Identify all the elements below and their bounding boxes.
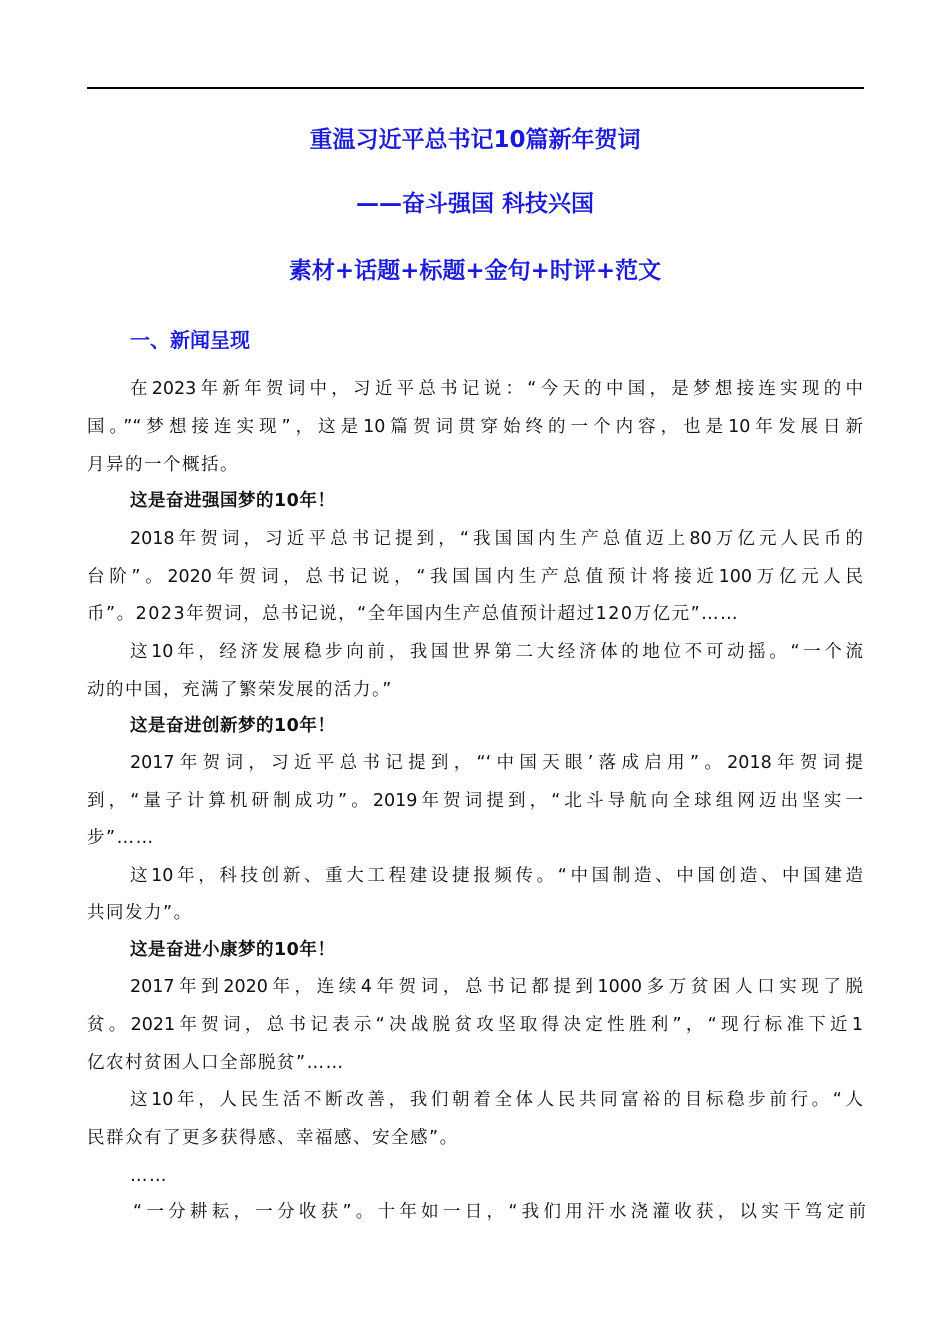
text-line: 2018年贺词，习近平总书记提到，“我国国内生产总值迈上80万亿元人民币的	[130, 529, 863, 549]
text-line: 月异的一个概括。	[87, 455, 239, 475]
header-rule	[87, 87, 864, 89]
text-line: 亿农村贫困人口全部脱贫”……	[87, 1053, 345, 1073]
text-line: 步”……	[87, 828, 155, 848]
text-line: 币”。2023年贺词，总书记说，“全年国内生产总值预计超过120万亿元”……	[87, 604, 740, 624]
section-heading: 一、新闻呈现	[130, 328, 250, 352]
text-line: 贫。2021年贺词，总书记表示“决战脱贫攻坚取得决定性胜利”，“现行标准下近1	[87, 1015, 863, 1035]
document-subtitle: ——奋斗强国 科技兴国	[355, 191, 594, 217]
text-line: 国。”“梦想接连实现”，这是10篇贺词贯穿始终的一个内容，也是10年发展日新	[87, 417, 863, 437]
text-line: 这10年，人民生活不断改善，我们朝着全体人民共同富裕的目标稳步前行。“人	[130, 1090, 863, 1110]
document-subtitle-2: 素材+话题+标题+金句+时评+范文	[288, 258, 662, 284]
text-line: 民群众有了更多获得感、幸福感、安全感”。	[87, 1128, 459, 1148]
paragraph-heading: 这是奋进小康梦的10年！	[130, 940, 336, 960]
document-title: 重温习近平总书记10篇新年贺词	[309, 127, 641, 153]
text-line: 这10年，科技创新、重大工程建设捷报频传。“中国制造、中国创造、中国建造	[130, 866, 863, 886]
text-line: 动的中国，充满了繁荣发展的活力。”	[87, 680, 393, 700]
paragraph-heading: 这是奋进强国梦的10年！	[130, 491, 336, 511]
paragraph-heading: 这是奋进创新梦的10年！	[130, 716, 336, 736]
text-line: “一分耕耘，一分收获”。十年如一日，“我们用汗水浇灌收获，以实干笃定前	[133, 1202, 866, 1222]
text-line: 到，“量子计算机研制成功”。2019年贺词提到，“北斗导航向全球组网迈出坚实一	[87, 791, 863, 811]
text-line: 这10年，经济发展稳步向前，我国世界第二大经济体的地位不可动摇。“一个流	[130, 642, 863, 662]
text-line: 台阶”。2020年贺词，总书记说，“我国国内生产总值预计将接近100万亿元人民	[87, 567, 863, 587]
text-line: 在2023年新年贺词中，习近平总书记说：“今天的中国，是梦想接连实现的中	[130, 379, 863, 399]
text-line: 2017年到2020年，连续4年贺词，总书记都提到1000多万贫困人口实现了脱	[130, 977, 863, 997]
text-line: 2017年贺词，习近平总书记提到，“‘中国天眼’落成启用”。2018年贺词提	[130, 753, 863, 773]
text-line: 共同发力”。	[87, 903, 193, 923]
text-line: ……	[130, 1166, 168, 1186]
